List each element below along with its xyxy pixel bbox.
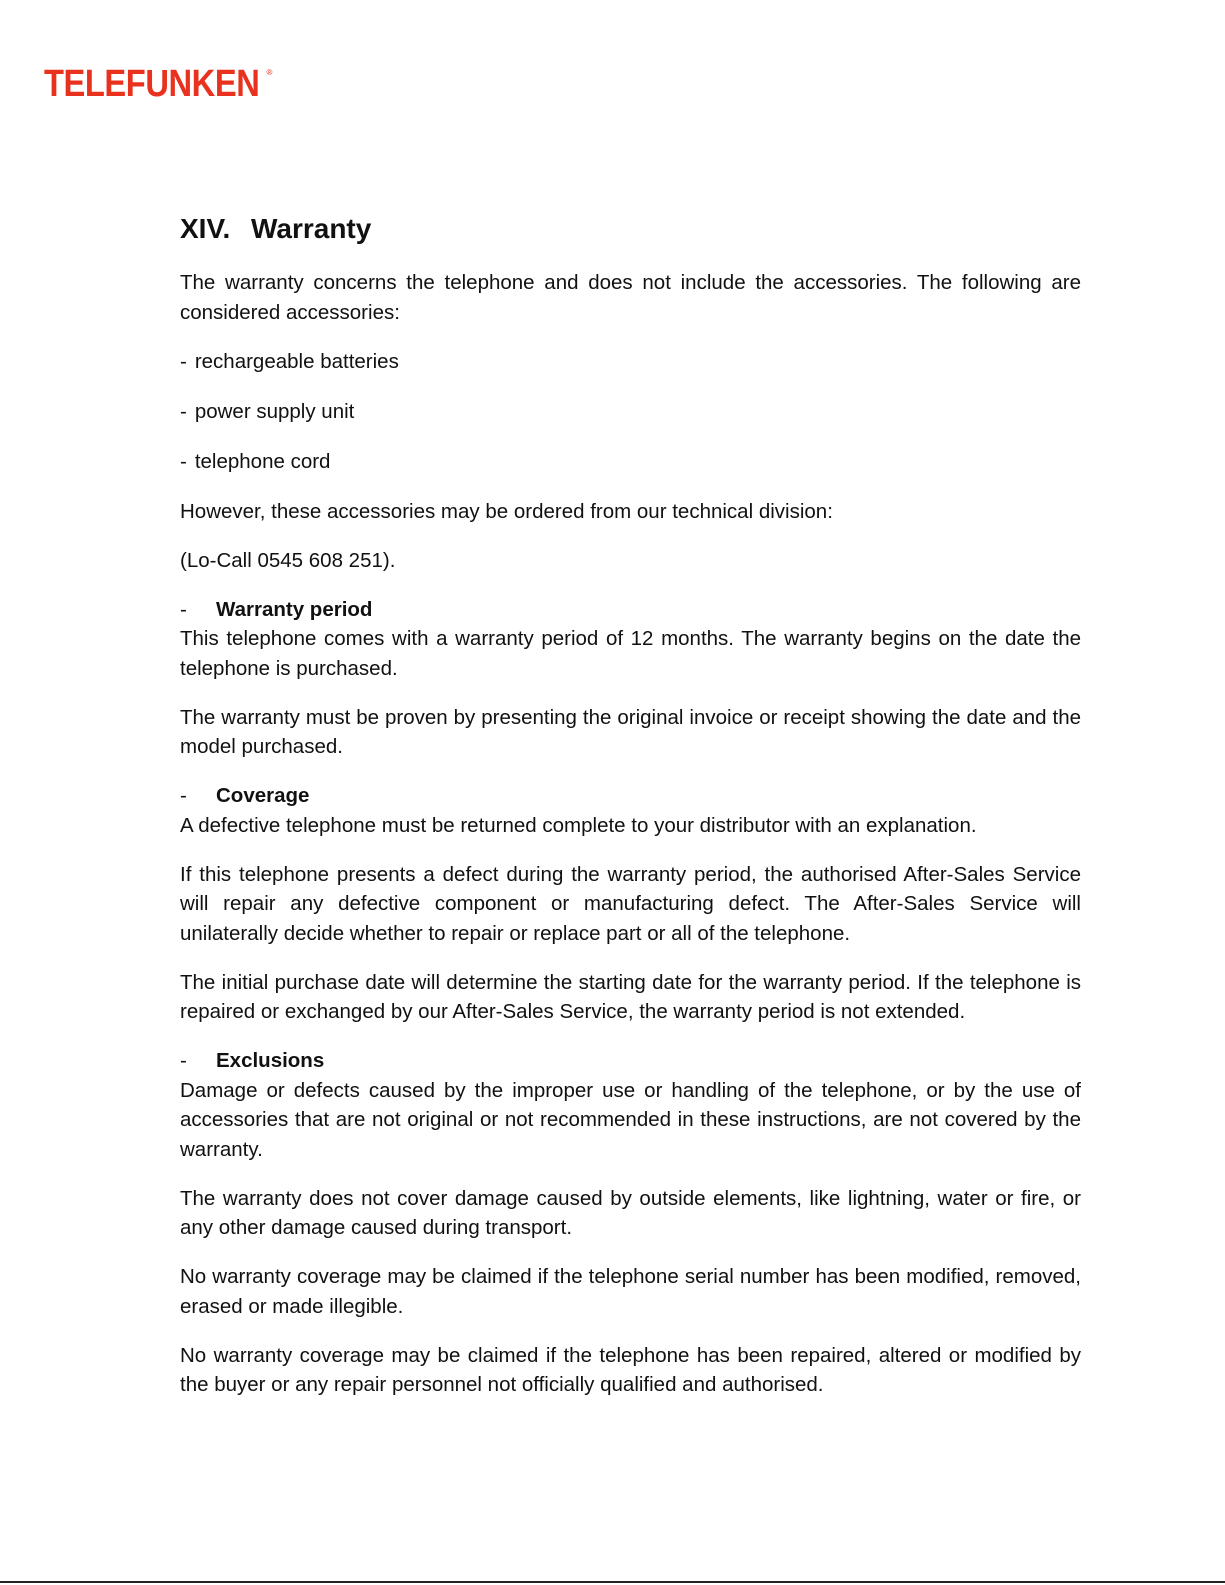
paragraph: Damage or defects caused by the improper use or handling of the telephone, or by the use of accessories that are not original or not recommended in these instructions, are not covered by the warranty. (180, 1078, 1081, 1161)
paragraph: The warranty must be proven by presenting the original invoice or receipt showing the date and the model purchased. (180, 705, 1081, 758)
heading-text: Warranty period (216, 597, 373, 621)
heading-text: Exclusions (216, 1049, 325, 1072)
intro-paragraph: The warranty concerns the telephone and does not include the accessories. The following are considered accessories: (180, 271, 1081, 324)
heading-text: Coverage (216, 784, 310, 807)
document-body (180, 209, 1081, 1419)
list-item-label: telephone cord (194, 449, 331, 473)
logo-wordmark: TELEFUNKEN (44, 63, 260, 105)
ordering-paragraph: However, these accessories may be ordered from our technical division: (180, 499, 833, 523)
warranty-period-heading (180, 595, 1081, 625)
accessories-list (180, 347, 1081, 477)
list-item (180, 447, 1081, 477)
list-item (180, 397, 1081, 427)
page-bottom-rule (0, 1581, 1225, 1583)
section-title-text: Warranty (251, 213, 372, 244)
paragraph: No warranty coverage may be claimed if the telephone has been repaired, altered or modified by the buyer or any repair personnel not officially qualified and authorised. (180, 1343, 1081, 1396)
section-number: XIV. (180, 213, 231, 244)
paragraph: If this telephone presents a defect during the warranty period, the authorised After-Sales Service will repair any defective component or manufacturing defect. The After-Sales Service will unilaterally decide whether to repair or replace part or all of the telephone. (180, 862, 1081, 945)
paragraph: This telephone comes with a warranty period of 12 months. The warranty begins on the date the telephone is purchased. (180, 627, 1081, 680)
list-dash: - (180, 349, 187, 373)
paragraph: No warranty coverage may be claimed if the telephone serial number has been modified, removed, erased or made illegible. (180, 1265, 1081, 1318)
phone-paragraph: (Lo-Call 0545 608 251). (180, 548, 396, 572)
heading-dash: - (180, 1049, 187, 1072)
section-title (180, 209, 1081, 249)
paragraph: The initial purchase date will determine the starting date for the warranty period. If the telephone is repaired or exchanged by our After-Sales Service, the warranty period is not extended. (180, 970, 1081, 1023)
registered-mark: ® (266, 68, 273, 77)
heading-dash: - (180, 784, 187, 807)
list-dash: - (180, 449, 187, 473)
list-item (180, 347, 1081, 377)
paragraph: The warranty does not cover damage caused by outside elements, like lightning, water or fire, or any other damage caused during transport. (180, 1186, 1081, 1239)
list-dash: - (180, 399, 187, 423)
heading-dash: - (180, 597, 187, 621)
telefunken-logo (44, 62, 272, 106)
list-item-label: power supply unit (194, 399, 355, 423)
paragraph: A defective telephone must be returned complete to your distributor with an explanation. (180, 813, 977, 837)
coverage-heading (180, 781, 1081, 811)
exclusions-heading (180, 1046, 1081, 1076)
list-item-label: rechargeable batteries (194, 349, 399, 373)
